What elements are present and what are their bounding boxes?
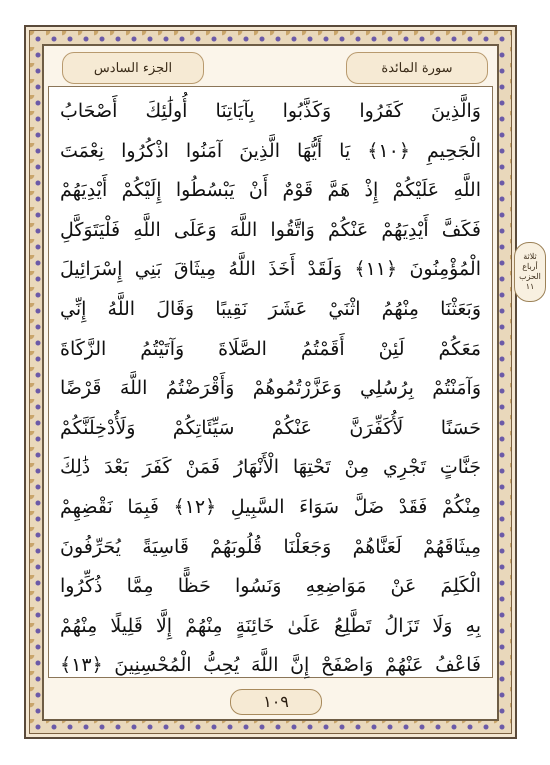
text-line: وَآمَنْتُمْ بِرُسُلِي وَعَزَّرْتُمُوهُمْ وَأَقْرَضْتُمُ اللَّهَ قَرْضًا <box>60 377 481 400</box>
text-line: جَنَّاتٍ تَجْرِي مِنْ تَحْتِهَا الْأَنْهَارُ فَمَنْ كَفَرَ بَعْدَ ذَٰلِكَ <box>60 456 481 479</box>
surah-title: سورة المائدة <box>346 52 488 84</box>
text-line: الْجَحِيمِ ﴿١٠﴾ يَا أَيُّهَا الَّذِينَ آمَنُوا اذْكُرُوا نِعْمَتَ <box>60 139 481 162</box>
text-line: الْكَلِمَ عَنْ مَوَاضِعِهِ وَنَسُوا حَظًّا مِمَّا ذُكِّرُوا <box>60 575 481 598</box>
text-line: حَسَنًا لَأُكَفِّرَنَّ عَنْكُمْ سَيِّئَاتِكُمْ وَلَأُدْخِلَنَّكُمْ <box>60 416 481 439</box>
text-line: الْمُؤْمِنُونَ ﴿١١﴾ وَلَقَدْ أَخَذَ اللَّهُ مِيثَاقَ بَنِي إِسْرَائِيلَ <box>60 258 481 281</box>
hizb-line1: ثلاثة أرباع <box>522 252 538 271</box>
text-line: وَبَعَثْنَا مِنْهُمُ اثْنَيْ عَشَرَ نَقِيبًا وَقَالَ اللَّهُ إِنِّي <box>60 297 481 320</box>
quran-text <box>60 92 481 686</box>
hizb-line2: الحزب <box>519 272 541 281</box>
text-line: مَعَكُمْ لَئِنْ أَقَمْتُمُ الصَّلَاةَ وَآتَيْتُمُ الزَّكَاةَ <box>60 337 481 360</box>
text-line: فَاعْفُ عَنْهُمْ وَاصْفَحْ إِنَّ اللَّهَ يُحِبُّ الْمُحْسِنِينَ ﴿١٣﴾ <box>60 654 481 677</box>
hizb-number: ١١ <box>525 282 535 291</box>
text-line: مِيثَاقَهُمْ لَعَنَّاهُمْ وَجَعَلْنَا قُلُوبَهُمْ قَاسِيَةً يُحَرِّفُونَ <box>60 535 481 558</box>
text-line: اللَّهِ عَلَيْكُمْ إِذْ هَمَّ قَوْمٌ أَنْ يَبْسُطُوا إِلَيْكُمْ أَيْدِيَهُمْ <box>60 179 481 202</box>
hizb-marker <box>514 242 546 302</box>
juz-title: الجزء السادس <box>62 52 204 84</box>
text-line: فَكَفَّ أَيْدِيَهُمْ عَنْكُمْ وَاتَّقُوا اللَّهَ وَعَلَى اللَّهِ فَلْيَتَوَكَّلِ <box>60 218 481 241</box>
page-number: ١٠٩ <box>230 689 322 715</box>
text-line: وَالَّذِينَ كَفَرُوا وَكَذَّبُوا بِآيَاتِنَا أُولَٰئِكَ أَصْحَابُ <box>60 100 481 122</box>
text-line: بِهِ وَلَا تَزَالُ تَطَّلِعُ عَلَىٰ خَائِنَةٍ مِنْهُمْ إِلَّا قَلِيلًا مِنْهُمْ <box>60 614 481 637</box>
text-line: مِنْكُمْ فَقَدْ ضَلَّ سَوَاءَ السَّبِيلِ ﴿١٢﴾ فَبِمَا نَقْضِهِمْ <box>60 495 481 518</box>
